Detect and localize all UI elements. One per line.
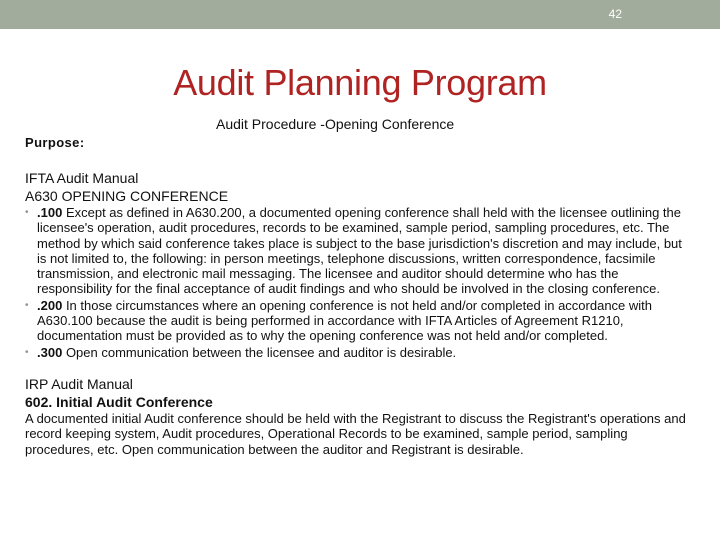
item-text: Except as defined in A630.200, a documented opening conference shall held with the licensee outlining the licensee's operation, audit procedures, records to be examined, sample period, sampling procedures, etc. The method by which said conference takes place is subject to the base jurisdiction's discretion and may include, but is not limited to, the following: in person meetings, telephone discussions, written correspondence, facsimile transmission, and electronic mail messaging. The licensee and auditor should determine who has the responsibility for the final acceptance of audit findings and who should be involved in the closing conference. <box>37 205 682 297</box>
slide-subtitle: Audit Procedure -Opening Conference <box>216 116 455 132</box>
purpose-label: Purpose: <box>25 135 85 150</box>
irp-manual-title: IRP Audit Manual <box>25 375 133 392</box>
slide-content <box>25 169 690 457</box>
item-text: Open communication between the licensee and auditor is desirable. <box>65 344 457 360</box>
item-text: In those circumstances where an opening conference is not held and/or completed in accordance with A630.100 because the audit is being performed in accordance with IFTA Articles of Agreement R1210, documentation must be provided as to why the opening conference was not held and/or completed. <box>37 297 653 344</box>
bullet-icon: • <box>25 299 29 311</box>
page-number: 42 <box>608 7 622 21</box>
list-item <box>25 205 690 297</box>
top-bar <box>0 0 720 29</box>
bullet-icon: • <box>25 207 29 218</box>
section-gap <box>25 361 690 375</box>
item-number: .300 <box>37 344 63 360</box>
irp-section-title: 602. Initial Audit Conference <box>25 393 213 410</box>
item-number: .100 <box>37 205 63 220</box>
item-number: .200 <box>37 297 63 313</box>
ifta-manual-title: IFTA Audit Manual <box>25 170 139 186</box>
ifta-section-title: A630 OPENING CONFERENCE <box>25 188 229 204</box>
list-item <box>25 298 690 344</box>
irp-body-text: A documented initial Audit conference should be held with the Registrant to discuss the Registrant's operations and record keeping system, Audit procedures, Operational Records to be examined, sample period, sampling procedures, etc. Open communication between the auditor and Registrant is desirable. <box>25 410 686 457</box>
slide-title: Audit Planning Program <box>173 62 547 103</box>
list-item <box>25 345 690 360</box>
bullet-icon: • <box>25 346 29 358</box>
ifta-item-list <box>25 205 690 360</box>
